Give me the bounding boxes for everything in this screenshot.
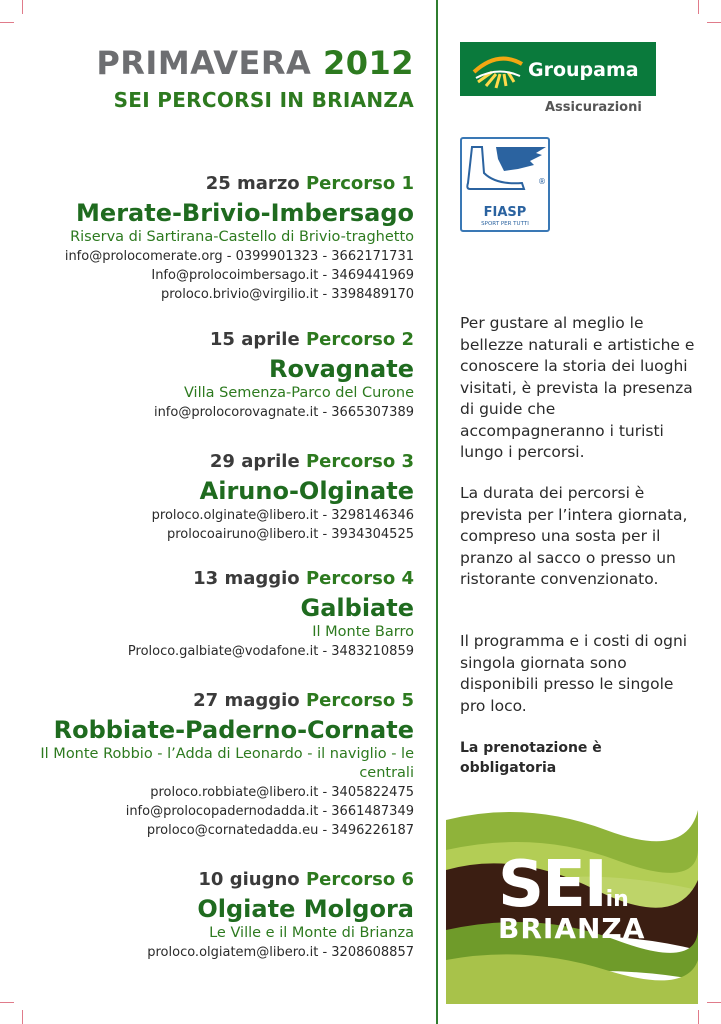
page-subtitle xyxy=(114,88,414,112)
route-3 xyxy=(20,451,414,544)
route-contact: prolocoairuno@libero.it - 3934304525 xyxy=(166,527,414,542)
fiasp-subtitle: SPORT PER TUTTI xyxy=(481,221,529,227)
info-paragraph-2: La durata dei percorsi è prevista per l’intera giornata, compreso una sosta per il pranzo al sacco o presso un ristorante convenzionato. xyxy=(460,484,688,588)
title-year: 2012 xyxy=(322,44,414,82)
groupama-subtitle: Assicurazioni xyxy=(545,100,642,115)
route-contact: info@prolocomerate.org - 0399901323 - 3662171731 xyxy=(64,249,414,264)
route-contact: proloco@cornatedadda.eu - 3496226187 xyxy=(146,823,414,838)
subtitle-b: IN BRIANZA xyxy=(279,88,414,112)
banner-in: in xyxy=(605,887,629,912)
route-name: Galbiate xyxy=(300,594,414,622)
banner-text xyxy=(498,848,646,945)
banner-sei: SEI xyxy=(498,848,606,922)
route-contact: proloco.brivio@virgilio.it - 3398489170 xyxy=(160,287,414,302)
info-paragraph-1: Per gustare al meglio le bellezze naturali e artistiche e conoscere la storia dei luoghi visitati, è prevista la presenza di guide che accompagneranno i turisti lungo i percorsi. xyxy=(460,314,695,461)
route-label: Percorso 1 xyxy=(305,173,414,194)
groupama-sun-icon xyxy=(468,42,528,96)
banner-brianza: BRIANZA xyxy=(498,912,646,945)
route-4 xyxy=(20,568,414,661)
route-contact: proloco.robbiate@libero.it - 3405822475 xyxy=(150,785,414,800)
route-contact: Info@prolocoimbersago.it - 3469441969 xyxy=(151,268,414,283)
route-contact: Proloco.galbiate@vodafone.it - 3483210859 xyxy=(127,644,414,659)
route-label: Percorso 4 xyxy=(305,568,414,589)
route-5 xyxy=(20,690,414,840)
crop-mark xyxy=(22,1010,23,1024)
crop-mark xyxy=(707,1002,721,1003)
crop-mark xyxy=(0,22,14,23)
route-description: Le Ville e il Monte di Brianza xyxy=(209,925,414,941)
route-name: Merate-Brivio-Imbersago xyxy=(76,199,414,227)
column-divider xyxy=(436,0,438,1024)
crop-mark xyxy=(0,1002,14,1003)
route-label: Percorso 2 xyxy=(305,329,414,350)
route-name: Airuno-Olginate xyxy=(199,477,414,505)
fiasp-logo xyxy=(460,137,550,232)
route-description: Il Monte Robbio - l’Adda di Leonardo - il naviglio - le centrali xyxy=(40,746,414,781)
route-description: Villa Semenza-Parco del Curone xyxy=(183,385,414,401)
crop-mark xyxy=(22,0,23,14)
route-name: Rovagnate xyxy=(268,355,414,383)
fiasp-registered-mark: ® xyxy=(538,177,546,186)
route-contact: info@prolocopadernodadda.it - 3661487349 xyxy=(125,804,414,819)
route-date: 15 aprile xyxy=(209,329,300,350)
route-date: 25 marzo xyxy=(205,173,300,194)
title-word: PRIMAVERA xyxy=(96,44,312,82)
crop-mark xyxy=(698,0,699,14)
route-label: Percorso 6 xyxy=(305,869,414,890)
route-1 xyxy=(20,173,414,304)
winged-foot-icon xyxy=(462,139,548,203)
crop-mark xyxy=(698,1010,699,1024)
crop-mark xyxy=(707,22,721,23)
booking-note: La prenotazione è obbligatoria xyxy=(460,740,602,776)
route-date: 29 aprile xyxy=(209,451,300,472)
route-date: 27 maggio xyxy=(193,690,300,711)
route-contact: proloco.olginate@libero.it - 3298146346 xyxy=(151,508,414,523)
route-name: Robbiate-Paderno-Cornate xyxy=(53,716,414,744)
route-date: 13 maggio xyxy=(193,568,300,589)
subtitle-a: SEI PERCORSI xyxy=(113,88,273,112)
route-2 xyxy=(20,329,414,422)
route-6 xyxy=(20,869,414,962)
route-description: Riserva di Sartirana-Castello di Brivio-traghetto xyxy=(70,229,414,245)
groupama-logo-text: Groupama xyxy=(528,59,639,81)
route-contact: proloco.olgiatem@libero.it - 3208608857 xyxy=(147,945,414,960)
route-contact: info@prolocorovagnate.it - 3665307389 xyxy=(153,405,414,420)
route-date: 10 giugno xyxy=(198,869,300,890)
route-label: Percorso 5 xyxy=(305,690,414,711)
route-description: Il Monte Barro xyxy=(312,624,414,640)
route-name: Olgiate Molgora xyxy=(197,895,414,923)
route-label: Percorso 3 xyxy=(305,451,414,472)
fiasp-text: FIASP xyxy=(483,205,527,220)
info-paragraph-3: Il programma e i costi di ogni singola giornata sono disponibili presso le singole pro loco. xyxy=(460,632,688,715)
page-title xyxy=(96,44,414,82)
